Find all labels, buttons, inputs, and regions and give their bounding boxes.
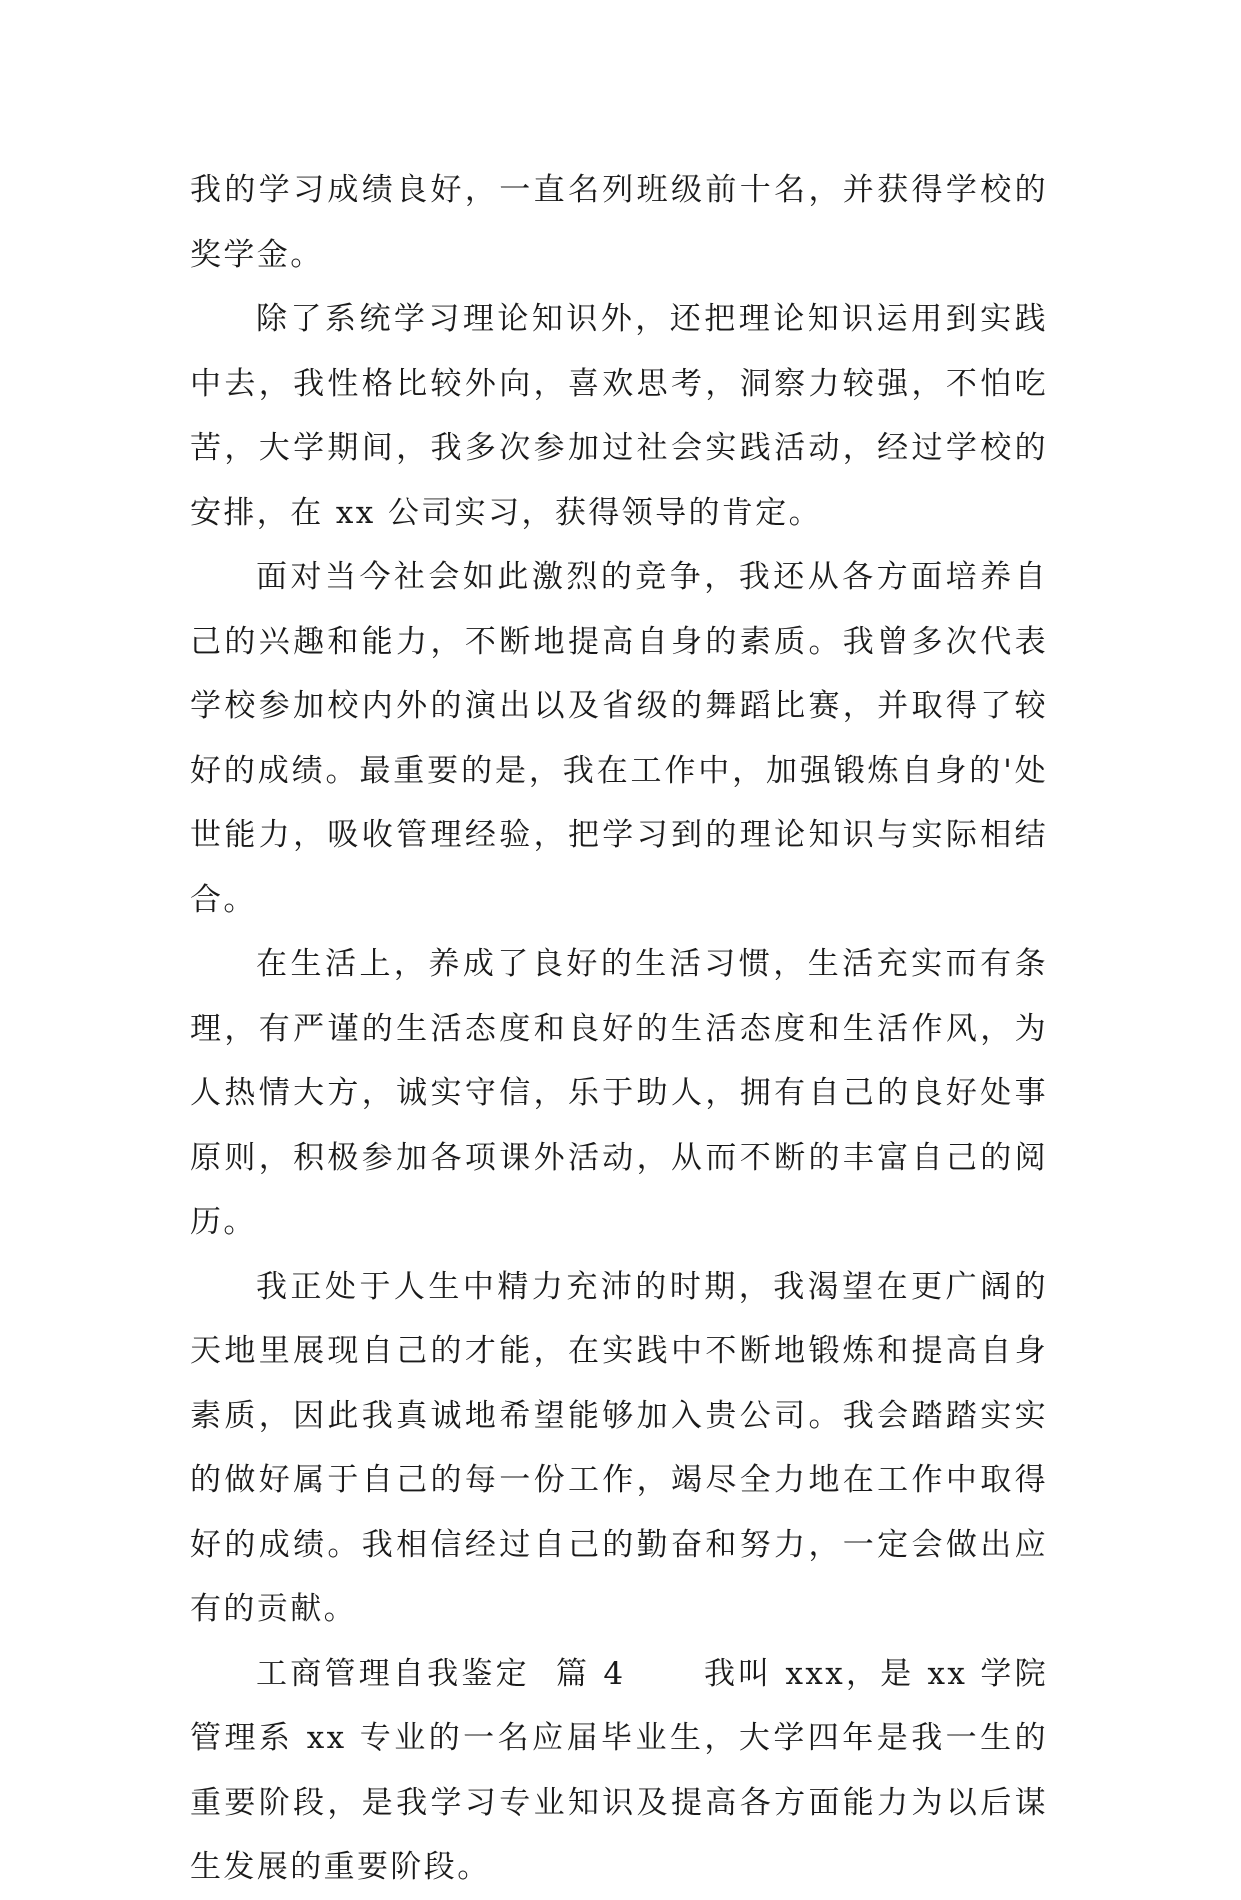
paragraph-3: 面对当今社会如此激烈的竞争，我还从各方面培养自己的兴趣和能力，不断地提高自身的素质。我曾多次代表学校参加校内外的演出以及省级的舞蹈比赛，并取得了较好的成绩。最重要的是，我在工作中，加强锻炼自身的'处世能力，吸收管理经验，把学习到的理论知识与实际相结合。: [190, 559, 1048, 918]
paragraph-2: 除了系统学习理论知识外，还把理论知识运用到实践中去，我性格比较外向，喜欢思考，洞察力较强，不怕吃苦，大学期间，我多次参加过社会实践活动，经过学校的安排，在 xx 公司实习，获得领导的肯定。: [190, 301, 1048, 531]
paragraph-6: 工商管理自我鉴定 篇 4 我叫 xxx，是 xx 学院管理系 xx 专业的一名应届毕业生，大学四年是我一生的重要阶段，是我学习专业知识及提高各方面能力为以后谋生发展的重要阶段。: [190, 1655, 1048, 1885]
document-body: [190, 158, 1048, 1900]
paragraph-5: 我正处于人生中精力充沛的时期，我渴望在更广阔的天地里展现自己的才能，在实践中不断地锻炼和提高自身素质，因此我真诚地希望能够加入贵公司。我会踏踏实实的做好属于自己的每一份工作，竭尽全力地在工作中取得好的成绩。我相信经过自己的勤奋和努力，一定会做出应有的贡献。: [190, 1268, 1048, 1627]
paragraph-4: 在生活上，养成了良好的生活习惯，生活充实而有条理，有严谨的生活态度和良好的生活态度和生活作风，为人热情大方，诚实守信，乐于助人，拥有自己的良好处事原则，积极参加各项课外活动，从而不断的丰富自己的阅历。: [190, 946, 1048, 1240]
paragraph-1: 我的学习成绩良好，一直名列班级前十名，并获得学校的奖学金。: [190, 172, 1048, 273]
